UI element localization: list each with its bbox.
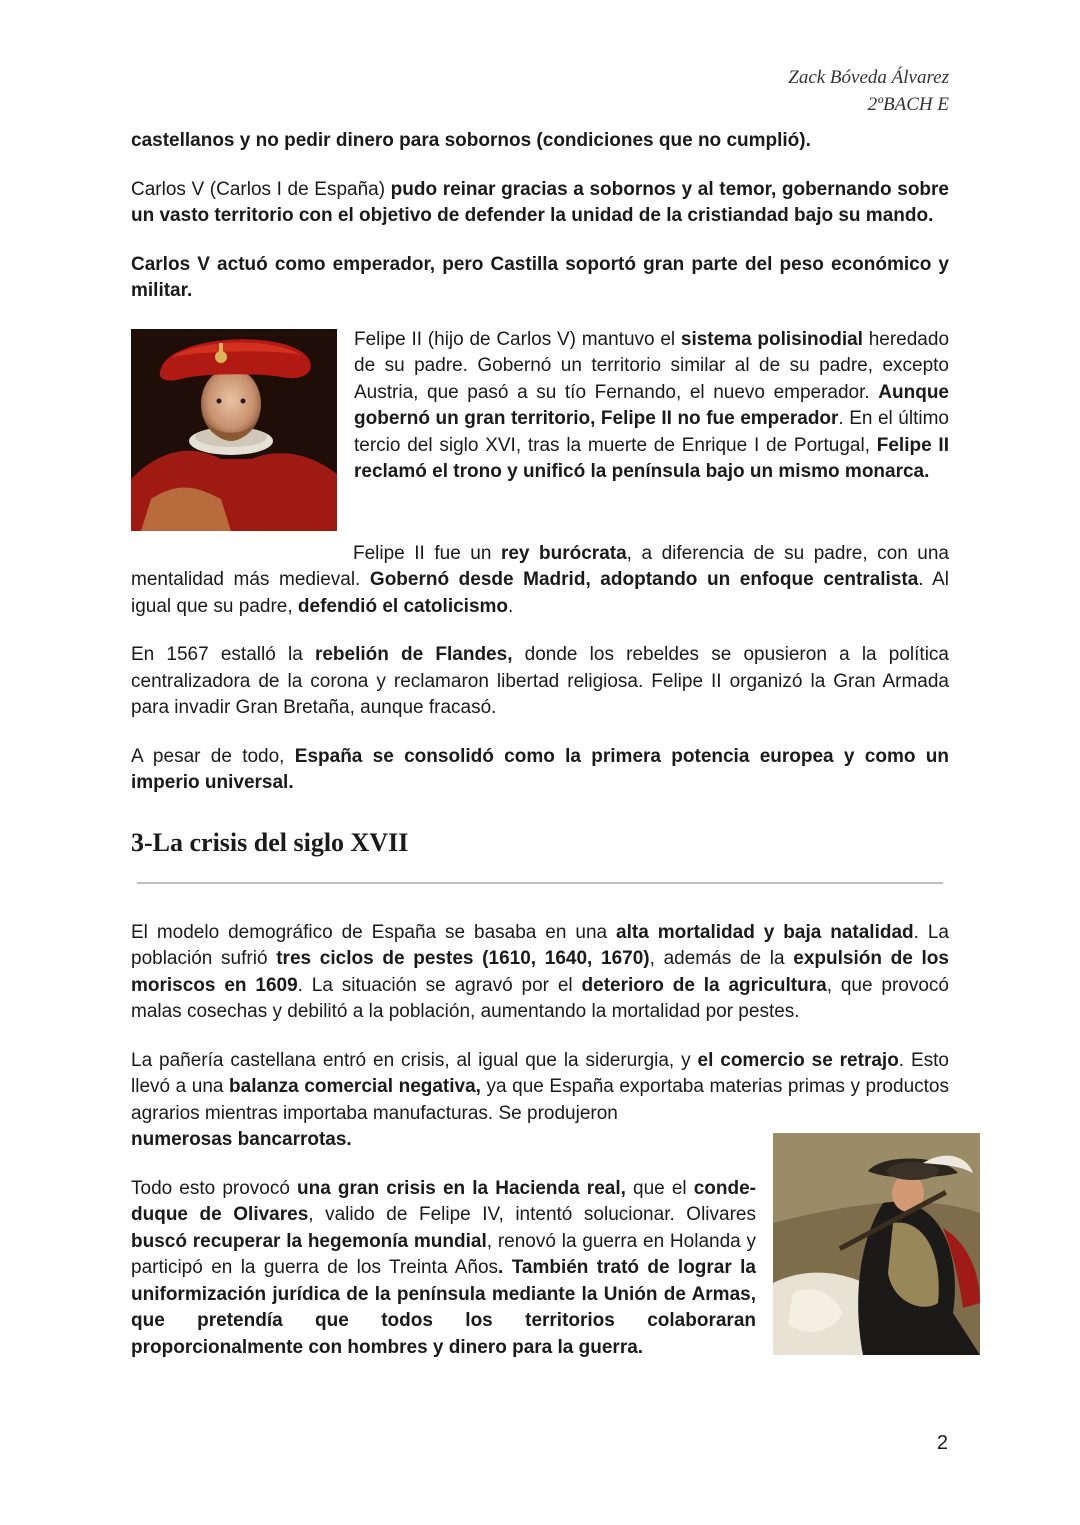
paragraph-5-bold-b: rebelión de Flandes, xyxy=(314,644,513,665)
paragraph-3-bold-f: Felipe II reclamó el trono y unificó la península bajo un mismo monarca. xyxy=(354,434,949,482)
paragraph-7 xyxy=(131,920,949,1026)
paragraph-3-bold-d: Aunque gobernó un gran territorio, Felipe II no fue emperador xyxy=(354,381,949,429)
paragraph-3-text-e: . En el último tercio del siglo XVI, tras la muerte de Enrique I de Portugal, xyxy=(354,408,949,456)
paragraph-5-text-a: En 1567 estalló la xyxy=(131,644,315,665)
paragraph-2-bold: Carlos V actuó como emperador, pero Castilla soportó gran parte del peso económico y militar. xyxy=(131,253,949,301)
paragraph-8-bold-f: numerosas bancarrotas. xyxy=(131,1129,352,1150)
paragraph-0 xyxy=(131,128,949,155)
paragraph-4-bold-d: Gobernó desde Madrid, adoptando un enfoque centralista xyxy=(369,569,919,590)
paragraph-8-start xyxy=(131,1048,949,1128)
paragraph-1-text: Carlos V (Carlos I de España) xyxy=(131,178,391,200)
paragraph-3-text-a: Felipe II (hijo de Carlos V) mantuvo el xyxy=(354,328,681,350)
paragraph-9-bold-f: buscó recuperar la hegemonía mundial xyxy=(131,1230,487,1252)
page-header xyxy=(788,64,949,118)
paragraph-1-bold: pudo reinar gracias a sobornos y al temor, gobernando sobre un vasto territorio con el objetivo de defender la unidad de la cristiandad bajo su mando. xyxy=(131,178,949,226)
paragraph-1 xyxy=(131,177,949,230)
paragraph-3-text-c: heredado de su padre. Gobernó un territorio similar al de su padre, excepto Austria, que pasó a su tío Fernando, el nuevo emperador. xyxy=(354,328,950,403)
document-body xyxy=(131,128,949,1383)
paragraph-8-text-a: La pañería castellana entró en crisis, al igual que la siderurgia, y xyxy=(131,1049,698,1071)
paragraph-4 xyxy=(131,541,949,621)
paragraph-7-bold-f: expulsión de los moriscos en 1609 xyxy=(131,948,949,996)
paragraph-9-bold-b: una gran crisis en la Hacienda real, xyxy=(297,1177,626,1199)
paragraph-7-text-e: , además de la xyxy=(649,948,794,969)
paragraph-9-text-e: , valido de Felipe IV, intentó solucionar. Olivares xyxy=(308,1204,756,1225)
paragraph-4-text-c: , a diferencia de su padre, con una mentalidad más medieval. xyxy=(131,542,950,590)
paragraph-4-text-g: . xyxy=(508,595,514,617)
course-label: 2ºBACH E xyxy=(867,94,949,115)
portrait-felipe-ii-illustration xyxy=(131,329,337,531)
paragraph-5 xyxy=(131,642,949,722)
paragraph-9-text-c: que el xyxy=(625,1177,694,1199)
page-number: 2 xyxy=(936,1432,948,1454)
paragraph-9-text-a: Todo esto provocó xyxy=(131,1177,298,1199)
paragraph-9-bold-h: . También trató de lograr la uniformización jurídica de la península mediante la Unión de Armas, que pretendía que todos los territorios colaboraran proporcionalmente con hombres y dinero para la guerra. xyxy=(131,1257,756,1358)
portrait-felipe-ii-image xyxy=(131,329,337,531)
paragraph-3-bold-b: sistema polisinodial xyxy=(680,328,863,350)
portrait-olivares-illustration xyxy=(773,1133,980,1355)
paragraph-7-text-g: . La situación se agravó por el xyxy=(297,974,582,996)
paragraph-8-text-c: . Esto llevó a una xyxy=(131,1049,949,1097)
section-divider xyxy=(137,882,943,884)
paragraph-4-bold-b: rey burócrata xyxy=(500,542,627,564)
paragraph-7-text-i: , que provocó malas cosechas y debilitó a la población, aumentando la mortalidad por pestes. xyxy=(131,974,949,1022)
portrait-olivares-image xyxy=(773,1133,980,1355)
author-name: Zack Bóveda Álvarez xyxy=(788,67,949,88)
paragraph-0-bold: castellanos y no pedir dinero para sobornos (condiciones que no cumplió). xyxy=(131,130,811,151)
paragraph-6-bold-b: España se consolidó como la primera potencia europea y como un imperio universal. xyxy=(131,745,949,793)
paragraph-9-bold-d: conde-duque de Olivares xyxy=(131,1177,757,1225)
paragraph-4-text-e: . Al igual que su padre, xyxy=(131,569,950,617)
paragraph-4-bold-f: defendió el catolicismo xyxy=(297,595,509,617)
section-heading: 3-La crisis del siglo XVII xyxy=(131,827,409,857)
paragraph-7-text-a: El modelo demográfico de España se basaba en una xyxy=(131,921,617,943)
paragraph-4-text-a: Felipe II fue un xyxy=(353,542,501,564)
paragraph-2 xyxy=(131,252,949,305)
paragraph-9-text-g: , renovó la guerra en Holanda y participó en la guerra de los Treinta Años xyxy=(131,1230,756,1278)
paragraph-6 xyxy=(131,744,949,797)
paragraph-8-bold-d: balanza comercial negativa, xyxy=(229,1076,481,1097)
paragraph-8-text-e: ya que España exportaba materias primas y productos agrarios mientras importaba manufacturas. Se produjeron xyxy=(131,1076,949,1124)
paragraph-5-text-c: donde los rebeldes se opusieron a la política centralizadora de la corona y reclamaron libertad religiosa. Felipe II organizó la Gran Armada para invadir Gran Bretaña, aunque fracasó. xyxy=(131,644,949,718)
paragraph-7-text-c: . La población sufrió xyxy=(131,921,949,969)
paragraph-7-bold-d: tres ciclos de pestes (1610, 1640, 1670) xyxy=(276,948,650,969)
paragraph-7-bold-b: alta mortalidad y baja natalidad xyxy=(616,921,914,943)
paragraph-6-text-a: A pesar de todo, xyxy=(131,745,295,767)
paragraph-7-bold-h: deterioro de la agricultura xyxy=(581,974,827,996)
paragraph-8-bold-b: el comercio se retrajo xyxy=(697,1049,899,1071)
